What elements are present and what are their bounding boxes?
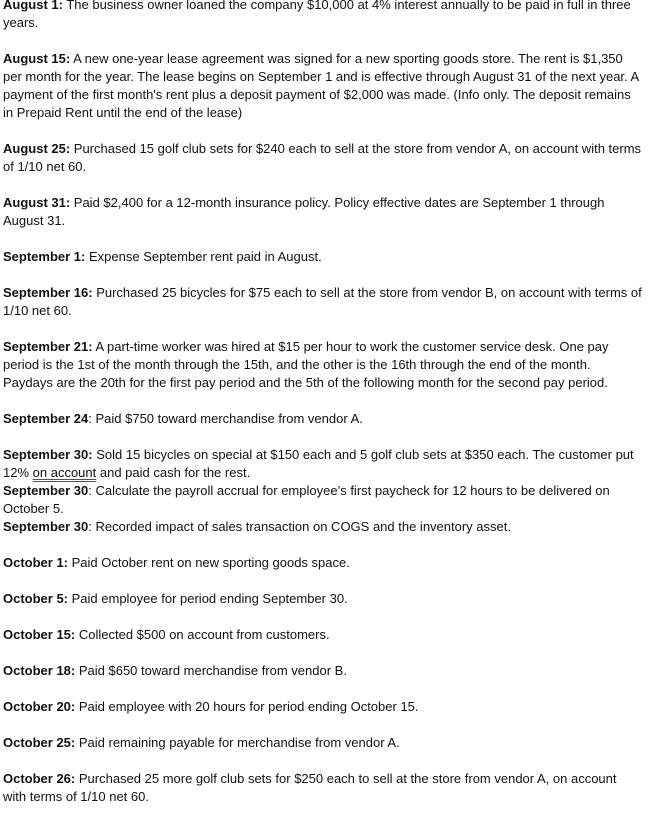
entry-sep-30-payroll xyxy=(3,482,643,518)
entry-text: Paid October rent on new sporting goods space. xyxy=(68,555,350,570)
entry-aug-15 xyxy=(3,50,643,122)
entry-date: September 16: xyxy=(3,285,93,300)
entry-date: October 20: xyxy=(3,699,76,714)
entry-sep-1 xyxy=(3,248,643,266)
entry-text: A new one-year lease agreement was signed for a new sporting goods store. The rent is $1,350 per month for the year. The lease begins on September 1 and is effective through August 31 of the next year. A payment of the first month's rent plus a deposit payment of $2,000 was made. (Info only. The deposit remains in Prepaid Rent until the end of the lease) xyxy=(3,51,639,120)
entry-text: Paid employee for period ending September 30. xyxy=(68,591,348,606)
entry-text: Collected $500 on account from customers. xyxy=(75,627,330,642)
entry-text: Sold 15 bicycles on special at $150 each and 5 golf club sets at $350 each. The customer put 12% xyxy=(3,447,634,480)
entry-aug-31 xyxy=(3,194,643,230)
entry-date: August 15: xyxy=(3,51,71,66)
entry-oct-18 xyxy=(3,662,643,680)
entry-date: September 1: xyxy=(3,249,86,264)
entry-text: The business owner loaned the company $10,000 at 4% interest annually to be paid in full in three years. xyxy=(3,0,631,30)
entry-text: : Calculate the payroll accrual for employee’s first paycheck for 12 hours to be delivered on October 5. xyxy=(3,483,610,516)
entry-date: September 30 xyxy=(3,519,89,534)
entry-text: : Paid $750 toward merchandise from vendor A. xyxy=(88,411,363,426)
entry-text: Paid remaining payable for merchandise from vendor A. xyxy=(75,735,400,750)
entry-oct-20 xyxy=(3,698,643,716)
entry-oct-5 xyxy=(3,590,643,608)
entry-text: Purchased 25 bicycles for $75 each to sell at the store from vendor B, on account with terms of 1/10 net 60. xyxy=(3,285,642,318)
entry-text: Paid $650 toward merchandise from vendor B. xyxy=(75,663,347,678)
entry-date: October 1: xyxy=(3,555,69,570)
entry-date: September 24 xyxy=(3,411,89,426)
entry-text: and paid cash for the rest. xyxy=(96,465,251,480)
entry-text: A part-time worker was hired at $15 per hour to work the customer service desk. One pay period is the 1st of the month through the 15th, and the other is the 16th through the end of the month. Paydays are the 20th for the first pay period and the 5th of the following month for the second pay period. xyxy=(3,339,609,390)
entry-date: October 15: xyxy=(3,627,76,642)
entry-sep-21 xyxy=(3,338,643,392)
entry-date: August 31: xyxy=(3,195,71,210)
entry-text: Purchased 15 golf club sets for $240 each to sell at the store from vendor A, on account with terms of 1/10 net 60. xyxy=(3,141,642,174)
entry-text-underlined: on account xyxy=(32,465,97,480)
entry-sep-16 xyxy=(3,284,643,320)
entry-oct-25 xyxy=(3,734,643,752)
entry-text: Paid $2,400 for a 12-month insurance policy. Policy effective dates are September 1 through August 31. xyxy=(3,195,605,228)
entry-text: Purchased 25 more golf club sets for $250 each to sell at the store from vendor A, on account with terms of 1/10 net 60. xyxy=(3,771,617,804)
entry-aug-25 xyxy=(3,140,643,176)
entry-oct-26 xyxy=(3,770,643,806)
entry-date: October 26: xyxy=(3,771,76,786)
entry-text: : Recorded impact of sales transaction on COGS and the inventory asset. xyxy=(88,519,511,534)
entry-aug-1 xyxy=(3,0,643,32)
entry-date: September 30: xyxy=(3,447,93,462)
entry-sep-30-cogs xyxy=(3,518,643,536)
entry-oct-1 xyxy=(3,554,643,572)
entry-date: October 18: xyxy=(3,663,76,678)
document-body xyxy=(3,0,643,806)
entry-date: August 1: xyxy=(3,0,63,12)
entry-date: September 30 xyxy=(3,483,89,498)
entry-sep-30-sale xyxy=(3,446,643,482)
entry-date: October 25: xyxy=(3,735,76,750)
entry-date: August 25: xyxy=(3,141,71,156)
entry-sep-24 xyxy=(3,410,643,428)
entry-date: October 5: xyxy=(3,591,69,606)
entry-text: Paid employee with 20 hours for period ending October 15. xyxy=(75,699,419,714)
entry-date: September 21: xyxy=(3,339,93,354)
entry-oct-15 xyxy=(3,626,643,644)
entry-text: Expense September rent paid in August. xyxy=(85,249,322,264)
